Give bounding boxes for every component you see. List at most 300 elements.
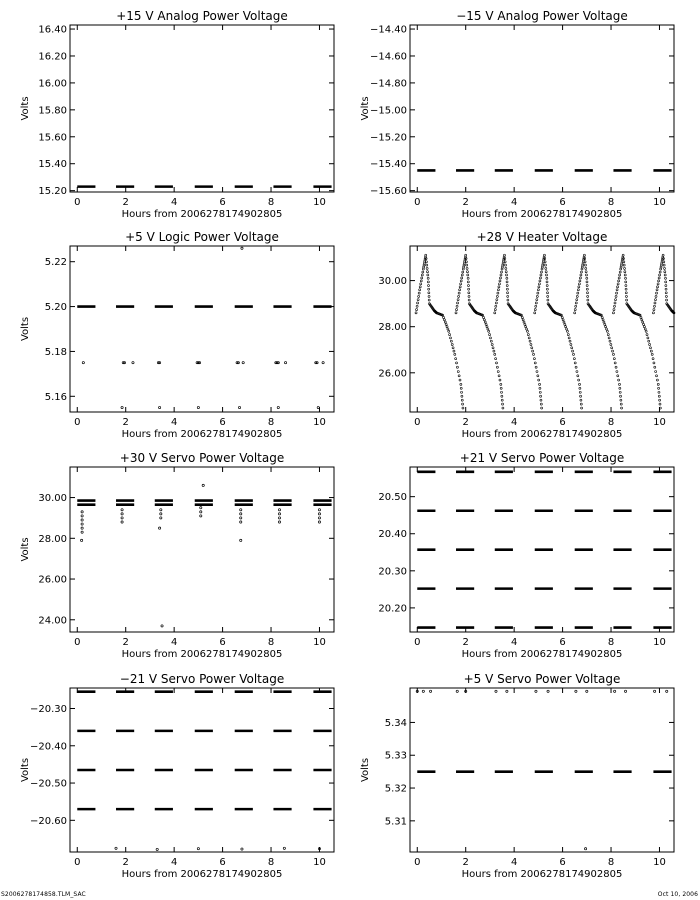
data-point (606, 328, 608, 330)
data-point (121, 521, 123, 523)
x-axis-label: Hours from 2006278174902805 (461, 869, 623, 880)
data-point (449, 334, 451, 336)
y-tick-label: 5.32 (384, 783, 407, 795)
data-point (617, 283, 619, 285)
data-point (615, 295, 617, 297)
y-tick-label: −15.40 (369, 159, 407, 171)
chart-4 (20, 451, 334, 660)
data-point (240, 521, 242, 523)
data-point (580, 399, 582, 401)
data-point (121, 513, 123, 515)
y-axis-label: Volts (360, 96, 371, 121)
data-point (660, 266, 662, 268)
data-point (488, 330, 490, 332)
data-point (461, 274, 463, 276)
x-tick-label: 2 (462, 417, 469, 428)
data-point (656, 292, 658, 294)
data-point (618, 379, 620, 381)
data-point (540, 274, 542, 276)
data-point (665, 288, 667, 290)
y-axis-label: Volts (20, 96, 31, 121)
y-tick-label: 20.20 (378, 603, 407, 615)
data-point (463, 264, 465, 266)
data-point (463, 266, 465, 268)
x-tick-label: 10 (653, 857, 666, 868)
data-point (200, 515, 202, 517)
x-tick-label: 8 (267, 857, 275, 868)
data-point (428, 285, 430, 287)
y-tick-label: 30.00 (378, 276, 407, 288)
y-tick-label: 26.00 (38, 574, 67, 586)
data-point (485, 323, 487, 325)
x-axis-label: Hours from 2006278174902805 (461, 429, 623, 440)
x-tick-label: 0 (414, 857, 421, 868)
data-point (465, 261, 467, 263)
y-axis-label: Volts (20, 757, 31, 783)
data-point (539, 277, 541, 279)
data-point (586, 690, 588, 692)
data-point (278, 509, 280, 511)
data-point (506, 281, 508, 283)
data-point (539, 280, 541, 282)
data-point (445, 323, 447, 325)
data-point (443, 319, 445, 321)
data-point (535, 366, 537, 368)
data-point (467, 281, 469, 283)
x-tick-label: 10 (313, 637, 326, 648)
data-point (423, 266, 425, 268)
data-point (654, 366, 656, 368)
data-point (496, 295, 498, 297)
data-point (455, 358, 457, 360)
data-point (502, 403, 504, 405)
data-point (159, 527, 161, 529)
data-point (620, 266, 622, 268)
data-point (572, 353, 574, 355)
data-point (543, 254, 545, 256)
data-point (663, 261, 665, 263)
data-point (578, 379, 580, 381)
data-point (283, 847, 285, 849)
data-point (495, 358, 497, 360)
data-point (489, 337, 491, 339)
data-point (278, 521, 280, 523)
data-point (546, 277, 548, 279)
data-point (619, 387, 621, 389)
data-point (539, 387, 541, 389)
data-point (580, 395, 582, 397)
data-point (81, 511, 83, 513)
data-point (448, 330, 450, 332)
data-point (455, 312, 457, 314)
data-point (540, 399, 542, 401)
data-point (605, 326, 607, 328)
data-point (456, 305, 458, 307)
data-point (653, 305, 655, 307)
data-point (569, 340, 571, 342)
data-point (318, 517, 320, 519)
data-point (81, 531, 83, 533)
data-point (643, 326, 645, 328)
y-tick-label: 5.33 (384, 750, 407, 762)
data-point (241, 247, 243, 249)
y-tick-label: −20.40 (29, 741, 67, 753)
data-point (497, 292, 499, 294)
data-point (506, 274, 508, 276)
data-point (621, 407, 623, 409)
x-tick-label: 6 (219, 637, 226, 648)
data-point (640, 316, 642, 318)
data-point (458, 375, 460, 377)
data-point (658, 280, 660, 282)
data-point (507, 299, 509, 301)
data-point (284, 362, 286, 364)
data-point (504, 261, 506, 263)
data-point (501, 268, 503, 270)
chart-6 (20, 672, 334, 880)
data-point (613, 309, 615, 311)
chart-5 (378, 451, 674, 660)
data-point (451, 343, 453, 345)
data-point (462, 407, 464, 409)
data-point (538, 379, 540, 381)
data-point (466, 264, 468, 266)
data-point (658, 391, 660, 393)
y-tick-label: 15.80 (38, 105, 67, 117)
data-point (562, 319, 564, 321)
data-point (318, 513, 320, 515)
data-point (584, 848, 586, 850)
data-point (501, 271, 503, 273)
data-point (426, 264, 428, 266)
data-point (416, 309, 418, 311)
data-point (491, 343, 493, 345)
data-point (461, 399, 463, 401)
data-point (242, 362, 244, 364)
data-point (423, 264, 425, 266)
data-point (81, 515, 83, 517)
data-point (582, 262, 584, 264)
data-point (197, 848, 199, 850)
data-point (493, 350, 495, 352)
data-point (528, 337, 530, 339)
data-point (654, 302, 656, 304)
x-tick-label: 6 (219, 417, 226, 428)
data-point (468, 288, 470, 290)
data-point (544, 264, 546, 266)
data-point (621, 262, 623, 264)
data-point (619, 271, 621, 273)
x-tick-label: 10 (313, 417, 326, 428)
data-point (419, 286, 421, 288)
y-tick-label: 15.20 (38, 186, 67, 198)
data-point (422, 690, 424, 692)
data-point (417, 299, 419, 301)
data-point (575, 305, 577, 307)
data-point (462, 268, 464, 270)
x-tick-label: 4 (510, 637, 518, 648)
y-tick-label: 20.50 (378, 492, 407, 504)
data-point (664, 274, 666, 276)
data-point (526, 330, 528, 332)
data-point (502, 264, 504, 266)
data-point (665, 281, 667, 283)
y-tick-label: 24.00 (38, 615, 67, 627)
data-point (82, 362, 84, 364)
data-point (614, 362, 616, 364)
data-point (574, 309, 576, 311)
data-point (601, 316, 603, 318)
data-point (422, 271, 424, 273)
x-tick-label: 2 (122, 857, 129, 868)
data-point (461, 395, 463, 397)
data-point (625, 288, 627, 290)
data-point (620, 264, 622, 266)
data-point (495, 302, 497, 304)
data-point (626, 299, 628, 301)
data-point (651, 353, 653, 355)
data-point (160, 517, 162, 519)
data-point (607, 334, 609, 336)
data-point (240, 513, 242, 515)
data-point (576, 370, 578, 372)
x-tick-label: 10 (653, 637, 666, 648)
data-point (416, 305, 418, 307)
data-point (132, 362, 134, 364)
chart-0 (20, 9, 334, 220)
data-point (575, 690, 577, 692)
y-tick-label: −15.00 (369, 105, 407, 117)
data-point (659, 274, 661, 276)
data-point (580, 274, 582, 276)
data-point (428, 299, 430, 301)
data-point (500, 274, 502, 276)
data-point (121, 406, 123, 408)
data-point (665, 277, 667, 279)
data-point (505, 271, 507, 273)
data-point (649, 347, 651, 349)
data-point (422, 268, 424, 270)
data-point (420, 283, 422, 285)
plot-frame (70, 467, 334, 632)
x-axis-label: Hours from 2006278174902805 (121, 429, 283, 440)
data-point (642, 321, 644, 323)
data-point (585, 271, 587, 273)
data-point (499, 280, 501, 282)
data-point (487, 328, 489, 330)
data-point (121, 517, 123, 519)
data-point (622, 254, 624, 256)
data-point (498, 375, 500, 377)
data-point (500, 383, 502, 385)
data-point (523, 321, 525, 323)
data-point (200, 511, 202, 513)
data-point (497, 370, 499, 372)
data-point (535, 690, 537, 692)
data-point (646, 334, 648, 336)
chart-title: +30 V Servo Power Voltage (119, 451, 285, 465)
data-point (574, 362, 576, 364)
data-point (658, 387, 660, 389)
data-point (494, 353, 496, 355)
data-point (614, 690, 616, 692)
data-point (579, 391, 581, 393)
data-point (461, 391, 463, 393)
data-point (501, 391, 503, 393)
data-point (428, 295, 430, 297)
data-point (572, 350, 574, 352)
data-point (625, 281, 627, 283)
y-tick-label: 16.40 (38, 24, 67, 36)
data-point (501, 395, 503, 397)
chart-title: +21 V Servo Power Voltage (459, 451, 625, 465)
data-point (624, 271, 626, 273)
data-point (536, 295, 538, 297)
data-point (506, 690, 508, 692)
data-point (610, 343, 612, 345)
data-point (587, 295, 589, 297)
data-point (625, 285, 627, 287)
data-point (579, 387, 581, 389)
data-point (641, 319, 643, 321)
data-point (492, 347, 494, 349)
data-point (644, 328, 646, 330)
x-tick-label: 10 (313, 197, 326, 208)
y-tick-label: 16.00 (38, 78, 67, 90)
data-point (534, 312, 536, 314)
x-tick-label: 0 (414, 197, 421, 208)
data-point (659, 399, 661, 401)
data-point (419, 289, 421, 291)
data-point (541, 268, 543, 270)
data-point (115, 847, 117, 849)
data-point (571, 347, 573, 349)
data-point (483, 319, 485, 321)
data-point (537, 292, 539, 294)
y-tick-label: 28.00 (38, 533, 67, 545)
data-point (484, 321, 486, 323)
data-point (567, 334, 569, 336)
data-point (522, 319, 524, 321)
data-point (535, 302, 537, 304)
data-point (584, 264, 586, 266)
data-point (648, 340, 650, 342)
data-point (81, 519, 83, 521)
data-point (566, 330, 568, 332)
data-point (449, 337, 451, 339)
data-point (546, 288, 548, 290)
data-point (608, 337, 610, 339)
data-point (521, 316, 523, 318)
x-tick-label: 0 (414, 417, 421, 428)
data-point (612, 350, 614, 352)
x-tick-label: 8 (607, 197, 615, 208)
data-point (454, 353, 456, 355)
data-point (496, 299, 498, 301)
y-tick-label: 28.00 (378, 322, 407, 334)
x-tick-label: 0 (74, 857, 81, 868)
data-point (427, 277, 429, 279)
x-tick-label: 6 (219, 857, 226, 868)
y-tick-label: −14.40 (369, 24, 407, 36)
x-tick-label: 2 (462, 857, 469, 868)
data-point (563, 321, 565, 323)
data-point (620, 399, 622, 401)
x-tick-label: 8 (267, 417, 275, 428)
data-point (443, 316, 445, 318)
data-point (504, 264, 506, 266)
x-tick-label: 2 (462, 197, 469, 208)
data-point (159, 406, 161, 408)
data-point (459, 286, 461, 288)
data-point (421, 277, 423, 279)
data-point (81, 523, 83, 525)
data-point (506, 285, 508, 287)
x-tick-label: 8 (267, 637, 275, 648)
data-point (582, 264, 584, 266)
data-point (661, 262, 663, 264)
data-point (612, 312, 614, 314)
data-point (536, 299, 538, 301)
data-point (615, 366, 617, 368)
data-point (534, 362, 536, 364)
data-point (619, 391, 621, 393)
data-point (450, 340, 452, 342)
data-point (507, 292, 509, 294)
y-tick-label: 30.00 (38, 493, 67, 505)
chart-3 (378, 230, 675, 440)
data-point (415, 312, 417, 314)
data-point (466, 267, 468, 269)
data-point (584, 261, 586, 263)
data-point (586, 277, 588, 279)
data-point (539, 383, 541, 385)
data-point (650, 350, 652, 352)
data-point (547, 299, 549, 301)
data-point (423, 262, 425, 264)
data-point (612, 353, 614, 355)
x-tick-label: 0 (414, 637, 421, 648)
data-point (586, 288, 588, 290)
data-point (647, 337, 649, 339)
x-tick-label: 4 (170, 857, 178, 868)
data-point (420, 280, 422, 282)
plot-frame (70, 25, 334, 192)
data-point (417, 302, 419, 304)
data-point (540, 395, 542, 397)
data-point (468, 295, 470, 297)
x-axis-label: Hours from 2006278174902805 (121, 649, 283, 660)
data-point (418, 295, 420, 297)
data-point (617, 375, 619, 377)
y-tick-label: 5.18 (44, 346, 67, 358)
data-point (659, 403, 661, 405)
chart-title: +15 V Analog Power Voltage (116, 9, 288, 23)
y-tick-label: −14.60 (369, 51, 407, 63)
data-point (447, 328, 449, 330)
data-point (565, 326, 567, 328)
data-point (494, 312, 496, 314)
data-point (575, 302, 577, 304)
data-point (446, 326, 448, 328)
data-point (506, 288, 508, 290)
chart-title: +5 V Servo Power Voltage (463, 672, 621, 686)
x-tick-label: 0 (74, 417, 81, 428)
data-point (653, 362, 655, 364)
data-point (652, 312, 654, 314)
data-point (421, 274, 423, 276)
data-point (495, 690, 497, 692)
